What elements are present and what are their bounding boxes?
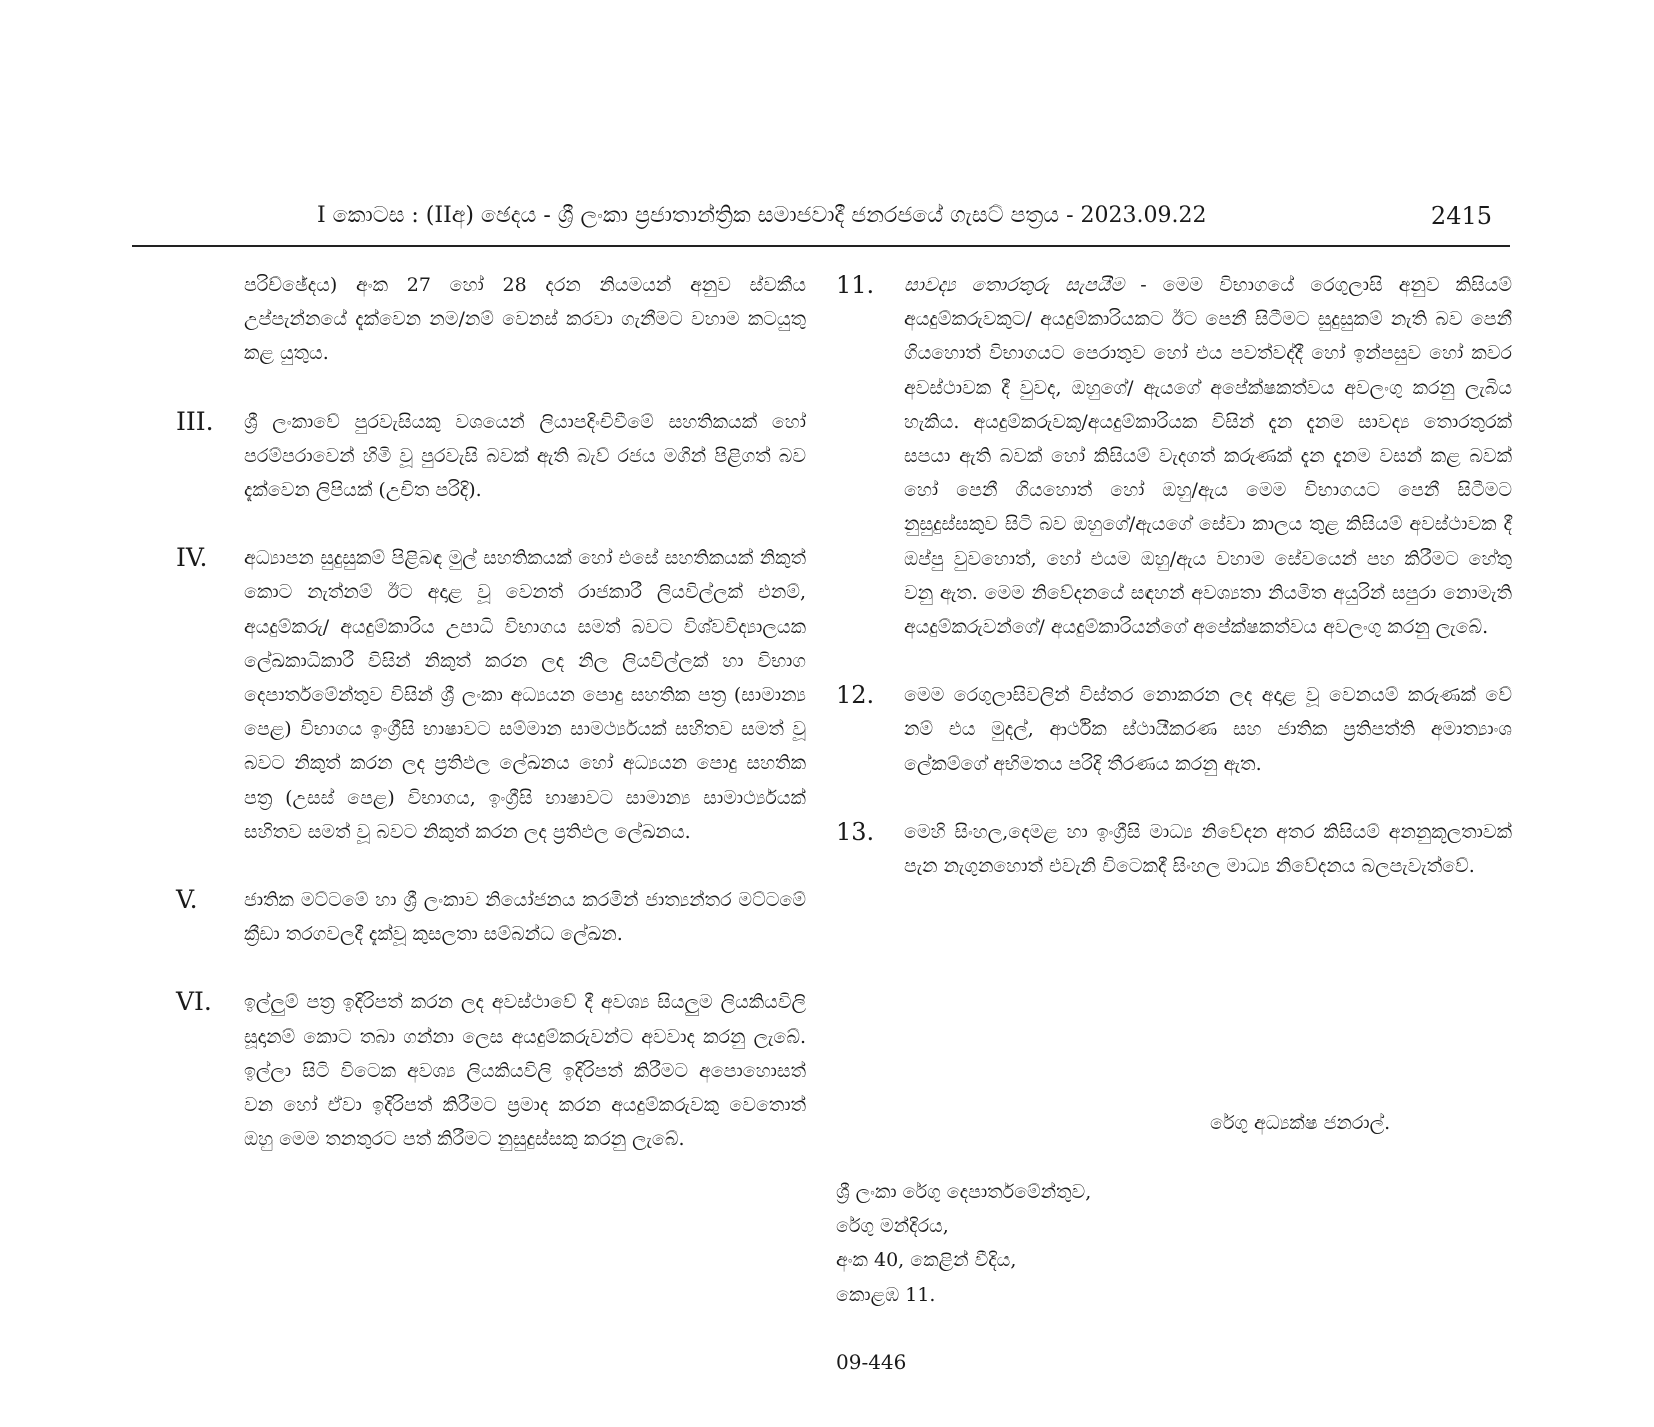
item-number: V. — [176, 885, 198, 915]
page-number: 2415 — [1430, 202, 1492, 230]
section-text: මෙම රෙගුලාසිවලින් විස්තර නොකරන ලද අදාළ වූ වෙනයම් කරුණක් වේ නම් එය මුදල්, ආර්ථික ස්ථායීකරණ සහ ජාතික ප්‍රතිපත්ති අමාත්‍යාංශ ලේකම්ගේ අභිමතය පරිදි තීරණය කරනු ඇත. — [904, 684, 1512, 775]
item-number: III. — [176, 406, 214, 436]
item-number: IV. — [176, 543, 208, 573]
item-text: ශ්‍රී ලංකාවේ පුරවැසියකු වශයෙන් ලියාපදිංචිවීමේ සහතිකයක් හෝ පරම්පරාවෙන් හිමි වූ පුරවැසි බවක් ඇති බැව් රජය මගින් පිළිගත් බව දැක්වෙන ලිපියක් (උචිත පරිදි). — [244, 410, 806, 502]
list-item-iv — [176, 541, 806, 849]
section-11 — [836, 268, 1512, 644]
section-body: - මෙම විභාගයේ රෙගුලාසි අනුව කිසියම් අයදුම්කරුවකුට/ අයදුම්කාරියකට ඊට පෙනී සිටීමට සුදුසුකම් නැති බව පෙනී ගියහොත් විභාගයට පෙරාතුව හෝ එය පවත්වද්දී හෝ ඉන්පසුව හෝ කවර අවස්ථාවක දී වුවද, ඔහුගේ/ ඇයගේ අපේක්ෂකත්වය අවලංගු කරනු ලැබිය හැකිය. අයදුම්කරුවකු/අයදුම්කාරියක විසින් දැන දැනම සාවද්‍ය තොරතුරක් සපයා ඇති බවක් හෝ කිසියම් වැදගත් කරුණක් දැන දැනම වසන් කළ බවක් හෝ පෙනී ගියහොත් හෝ ඔහු/ඇය මෙම විභාගයට පෙනී සිටීමට නුසුදුස්සකුව සිටි බව ඔහුගේ/ඇයගේ සේවා කාලය තුළ කිසියම් අවස්ථාවක දී ඔප්පු වුවහොත්, හෝ එයම ඔහු/ඇය වහාම සේවයෙන් පහ කිරීමට හේතු වනු ඇත. මෙම නිවේදනයේ සඳහන් අවශ්‍යතා නියමිත අයුරින් සපුරා නොමැති අයදුම්කරුවන්ගේ/ අයදුම්කාරියන්ගේ අපේක්ෂකත්වය අවලංගු කරනු ලැබේ. — [904, 274, 1512, 639]
address-line: අංක 40, කෙළින් වීදිය, — [836, 1249, 1017, 1272]
section-13 — [836, 815, 1512, 883]
signature-title: රේගු අධ්‍යක්ෂ ජනරාල්. — [1210, 1112, 1391, 1134]
page-header — [132, 198, 1510, 238]
list-item-iii — [176, 405, 806, 508]
header-divider — [132, 245, 1510, 247]
section-number: 12. — [836, 681, 875, 710]
address-line: ශ්‍රී ලංකා රේගු දෙපාර්තමේන්තුව, — [836, 1181, 1092, 1203]
list-item-v — [176, 883, 806, 951]
gazette-header-title: I කොටස : (IIඅ) ඡෙදය - ශ්‍රී ලංකා ප්‍රජාතාන්ත්‍රික සමාජවාදී ජනරජයේ ගැසට් පත්‍රය - 2023.09.22 — [317, 203, 1207, 228]
section-number: 11. — [836, 271, 875, 299]
section-text — [904, 268, 1512, 644]
right-column — [836, 268, 1512, 917]
section-text: මෙහි සිංහල,දෙමළ හා ඉංග්‍රීසි මාධ්‍ය නිවේදන අතර කිසියම් අනනුකූලතාවක් පැන නැගුනහොත් එවැනි විටෙකදී සිංහල මාධ්‍ය නිවේදනය බලපැවැත්වේ. — [904, 820, 1512, 878]
item-text: ඉල්ලුම් පත්‍ර ඉදිරිපත් කරන ලද අවස්ථාවේ දී අවශ්‍ය සියලුම ලියකියවිලි සූදානම් කොට තබා ගන්නා ලෙස අයදුම්කරුවන්ට අවවාද කරනු ලැබේ. ඉල්ලා සිටි විටෙක අවශ්‍ය ලියකියවිලි ඉදිරිපත් කිරීමට අපොහොසත් වන හෝ ඒවා ඉදිරිපත් කිරීමට ප්‍රමාද කරන අයදුම්කරුවකු වෙතොත් ඔහු මෙම තනතුරට පත් කිරීමට නුසුදුස්සකු කරනු ලැබේ. — [244, 991, 806, 1151]
address-line: කොළඹ 11. — [836, 1283, 936, 1306]
reference-number: 09-446 — [836, 1350, 907, 1374]
address-line: රේගු මන්දිරය, — [836, 1215, 949, 1238]
continuation-paragraph: පරිච්ඡේදය) අංක 27 හෝ 28 දරන නියමයන් අනුව ස්වකීය උප්පැන්නයේ දැක්වෙන නම/නම් වෙනස් කරවා ගැනීමට වහාම කටයුතු කළ යුතුය. — [244, 274, 806, 365]
item-number: VI. — [176, 987, 212, 1017]
left-column — [176, 268, 806, 1190]
item-text: අධ්‍යාපන සුදුසුකම් පිළිබඳ මුල් සහතිකයක් හෝ එසේ සහතිකයක් නිකුත් කොට නැත්නම් ඊට අදාළ වූ වෙනත් රාජකාරී ලියවිල්ලක් එනම්, අයදුම්කරු/ අයදුම්කාරිය උපාධි විභාගය සමත් බවට විශ්වවිද්‍යාලයක ලේඛකාධිකාරී විසින් නිකුත් කරන ලද නිල ලියවිල්ලක් හා විභාග දෙපාර්තමේන්තුව විසින් ශ්‍රී ලංකා අධ්‍යයන පොදු සහතික පත්‍ර (සාමාන්‍ය පෙළ) විභාගය ඉංග්‍රීසි භාෂාවට සම්මාන සාමර්ථ්‍යයක් සහිතව සමත් වූ බවට නිකුත් කරන ලද ප්‍රතිඵල ලේඛනය හෝ අධ්‍යයන පොදු සහතික පත්‍ර (උසස් පෙළ) විභාගය, ඉංග්‍රීසි භාෂාවට සාමාන්‍ය සාමාර්ථ්‍යයක් සහිතව සමත් වූ බවට නිකුත් කරන ලද ප්‍රතිඵල ලේඛනය. — [244, 547, 806, 843]
list-item-vi — [176, 985, 806, 1156]
section-lead: සාවද්‍ය තොරතුරු සැපයීම — [904, 274, 1125, 296]
item-text: ජාතික මට්ටමේ හා ශ්‍රී ලංකාව නියෝජනය කරමින් ජාත්‍යන්තර මට්ටමේ ක්‍රීඩා තරගවලදී දැක්වූ කුසලතා සම්බන්ධ ලේඛන. — [244, 889, 806, 946]
section-number: 13. — [836, 817, 875, 846]
section-12 — [836, 678, 1512, 781]
address-block — [836, 1175, 1091, 1312]
